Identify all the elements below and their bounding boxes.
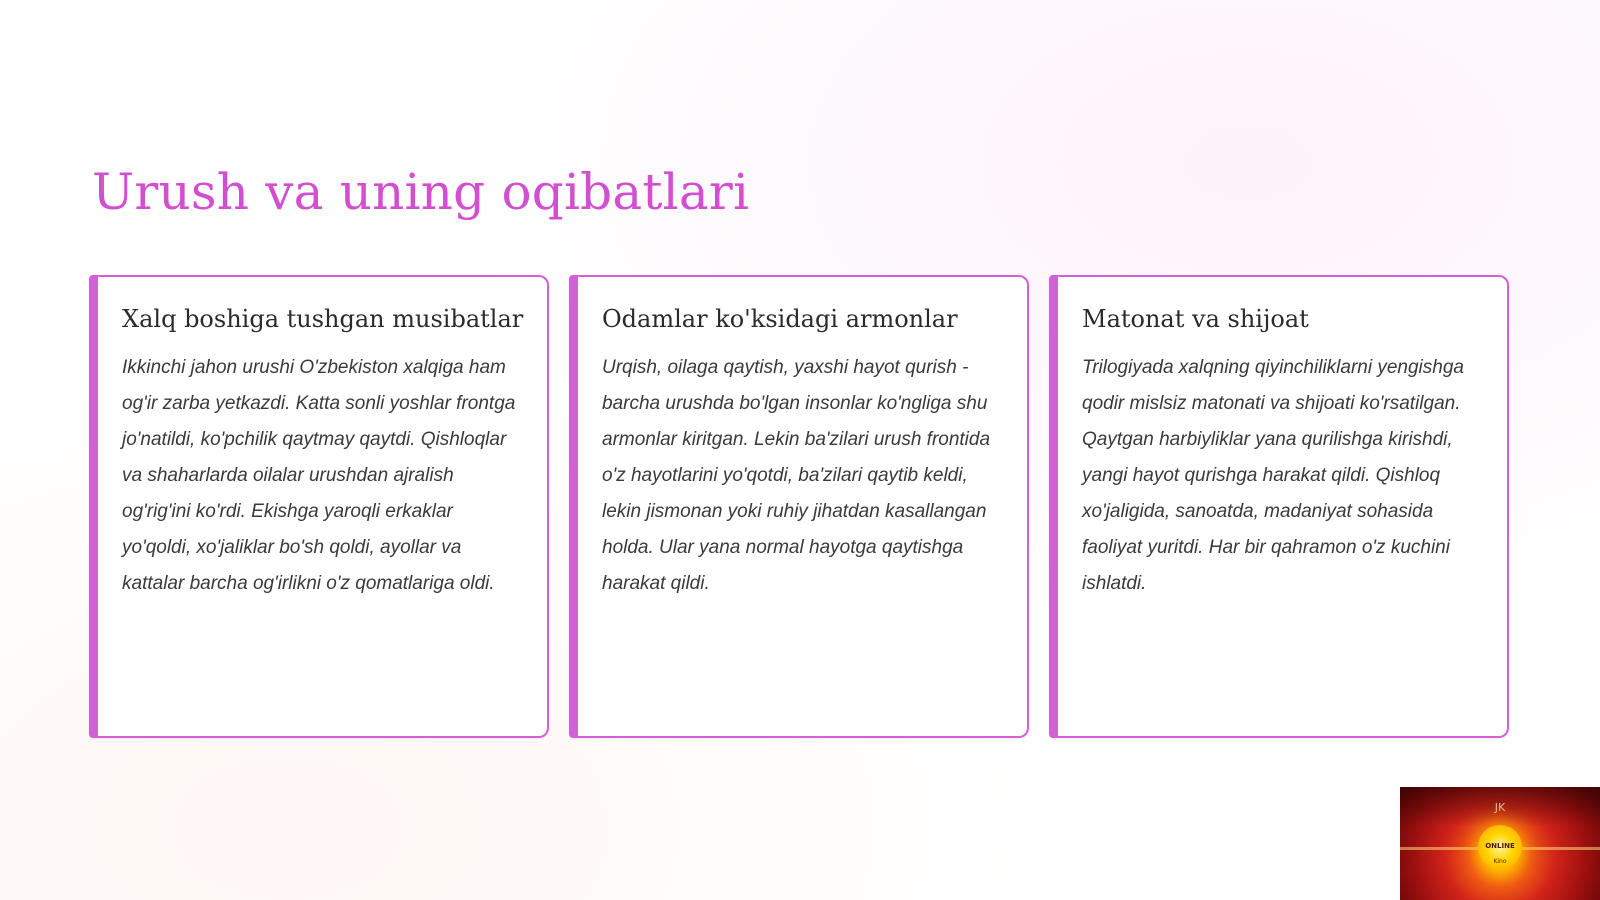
card-armonlar — [569, 275, 1029, 738]
card-title: Matonat va shijoat — [1082, 305, 1309, 333]
card-title: Odamlar ko'ksidagi armonlar — [602, 305, 958, 333]
card-matonat — [1049, 275, 1509, 738]
card-xalq-musibatlari — [89, 275, 549, 738]
thumbnail-bottom-text: Kino — [1493, 858, 1507, 865]
card-row — [89, 275, 1509, 738]
card-title: Xalq boshiga tushgan musibatlar — [122, 305, 524, 333]
sunset-logo-thumbnail — [1400, 787, 1600, 900]
card-body: Trilogiyada xalqning qiyinchiliklarni yengishga qodir mislsiz matonati va shijoati ko'rsatilgan. Qaytgan harbiyliklar yana qurilishga kirishdi, yangi hayot qurishga harakat qildi. Qishloq xo'jaligida, sanoatda, madaniyat sohasida faoliyat yuritdi. Har bir qahramon o'z kuchini ishlatdi. — [1082, 357, 1464, 594]
page-title: Urush va uning oqibatlari — [92, 163, 750, 221]
thumbnail-mid-text: ONLINE — [1485, 842, 1515, 850]
thumbnail-top-text: JK — [1494, 801, 1506, 814]
card-body: Urqish, oilaga qaytish, yaxshi hayot qurish - barcha urushda bo'lgan insonlar ko'ngliga shu armonlar kiritgan. Lekin ba'zilari urush frontida o'z hayotlarini yo'qotdi, ba'zilari qaytib keldi, lekin jismonan yoki ruhiy jihatdan kasallangan holda. Ular yana normal hayotga qaytishga harakat qildi. — [602, 357, 991, 594]
card-body: Ikkinchi jahon urushi O'zbekiston xalqiga ham og'ir zarba yetkazdi. Katta sonli yoshlar frontga jo'natildi, ko'pchilik qaytmay qaytdi. Qishloqlar va shaharlarda oilalar urushdan ajralish og'rig'ini ko'rdi. Ekishga yaroqli erkaklar yo'qoldi, xo'jaliklar bo'sh qoldi, ayollar va kattalar barcha og'irlikni o'z qomatlariga oldi. — [122, 357, 516, 594]
